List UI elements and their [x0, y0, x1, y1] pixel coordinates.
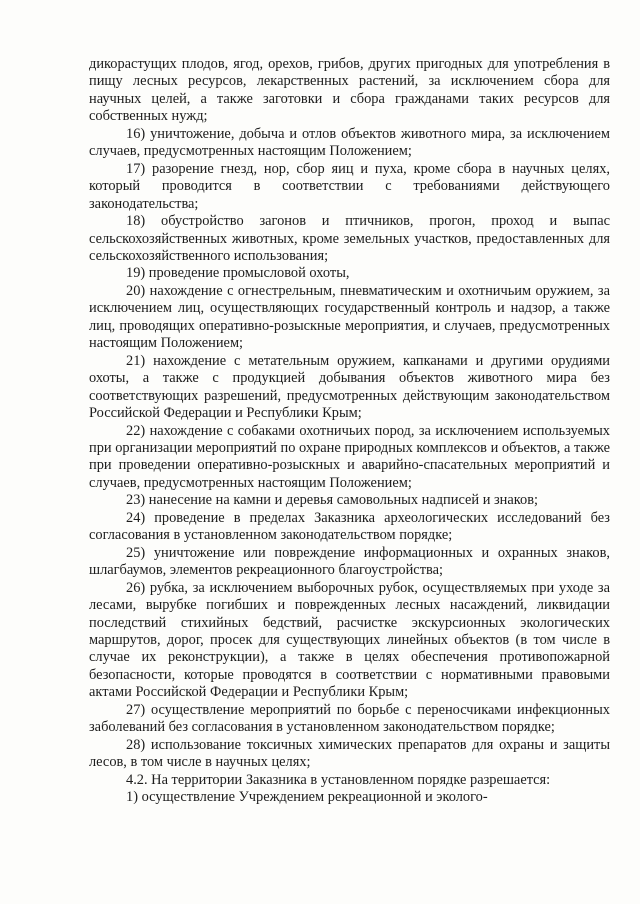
paragraph-item-25: 25) уничтожение или повреждение информационных и охранных знаков, шлагбаумов, элементов рекреационного благоустройства; [89, 544, 610, 579]
paragraph-item-27: 27) осуществление мероприятий по борьбе с переносчиками инфекционных заболеваний без согласования в установленном законодательством порядке; [89, 701, 610, 736]
paragraph-item-18: 18) обустройство загонов и птичников, прогон, проход и выпас сельскохозяйственных животных, кроме земельных участков, предоставленных для сельскохозяйственного использования; [89, 213, 610, 264]
paragraph-permitted-item-1: 1) осуществление Учреждением рекреационной и эколого- [126, 789, 488, 806]
paragraph-item-26: 26) рубка, за исключением выборочных рубок, осуществляемых при уходе за лесами, вырубке погибших и поврежденных лесных насаждений, ликвидации последствий стихийных бедствий, расчистке экскурсионных экологических маршрутов, дорог, просек для существующих линейных объектов (в том числе в случае их реконструкции), а также в целях обеспечения противопожарной безопасности, которые проводятся в соответствии с нормативными правовыми актами Российской Федерации и Республики Крым; [89, 579, 610, 701]
paragraph-item-19: 19) проведение промысловой охоты, [126, 265, 350, 282]
paragraph-item-16: 16) уничтожение, добыча и отлов объектов животного мира, за исключением случаев, предусмотренных настоящим Положением; [89, 125, 610, 160]
paragraph-item-24: 24) проведение в пределах Заказника археологических исследований без согласования в установленном законодательством порядке; [89, 509, 610, 544]
paragraph-continuation: дикорастущих плодов, ягод, орехов, грибов, других пригодных для употребления в пищу лесных ресурсов, лекарственных растений, за исключением сбора для научных целей, а также заготовки и сбора гражданами таких ресурсов для собственных нужд; [89, 56, 610, 125]
paragraph-section-4-2: 4.2. На территории Заказника в установленном порядке разрешается: [126, 771, 551, 788]
paragraph-item-23: 23) нанесение на камни и деревья самовольных надписей и знаков; [126, 492, 539, 509]
paragraph-item-21: 21) нахождение с метательным оружием, капканами и другими орудиями охоты, а также с продукцией добывания объектов животного мира без соответствующих разрешений, предусмотренных действующим законодательством Российской Федерации и Республики Крым; [89, 352, 610, 422]
paragraph-item-22: 22) нахождение с собаками охотничьих пород, за исключением используемых при организации мероприятий по охране природных комплексов и объектов, а также при проведении оперативно-розыскных и аварийно-спасательных мероприятий и случаев, предусмотренных настоящим Положением; [89, 422, 610, 491]
paragraph-item-28: 28) использование токсичных химических препаратов для охраны и защиты лесов, в том числе в научных целях; [89, 736, 610, 771]
paragraph-item-20: 20) нахождение с огнестрельным, пневматическим и охотничьим оружием, за исключением лиц, осуществляющих государственный контроль и надзор, а также лиц, проводящих оперативно-розыскные мероприятия, и случаев, предусмотренных настоящим Положением; [89, 282, 610, 352]
paragraph-item-17: 17) разорение гнезд, нор, сбор яиц и пуха, кроме сбора в научных целях, который проводится в соответствии с требованиями действующего законодательства; [89, 160, 610, 212]
document-body [89, 56, 610, 806]
